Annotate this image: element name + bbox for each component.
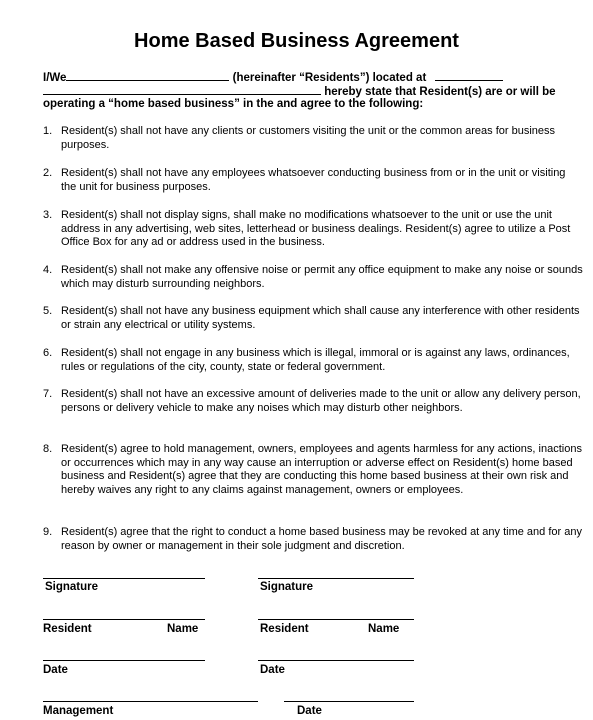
item-text: Resident(s) shall not have any clients or customers visiting the unit or the common areas for business purposes. <box>61 125 556 151</box>
item-number: 3. <box>43 209 53 221</box>
management-signature-line[interactable] <box>43 701 258 702</box>
item-text: Resident(s) agree that the right to conduct a home based business may be revoked at any time and for any reason by owner or management in their sole judgment and discretion. <box>61 526 582 552</box>
signature-label: Signature <box>45 581 99 593</box>
list-item <box>43 305 583 332</box>
resident-2-signature-line[interactable] <box>258 578 414 579</box>
list-item <box>43 347 583 374</box>
list-item <box>43 388 583 415</box>
item-text: Resident(s) shall not engage in any business which is illegal, immoral or is against any laws, ordinances, rules or regulations of the city, county, state or federal government. <box>61 347 570 373</box>
item-number: 4. <box>43 264 53 276</box>
resident-date-line[interactable] <box>43 660 205 661</box>
location-blank[interactable] <box>435 70 503 81</box>
resident-label: Resident <box>260 623 309 635</box>
residents-name-blank[interactable] <box>66 70 229 81</box>
list-item <box>43 125 583 152</box>
resident-2-date-line[interactable] <box>258 660 414 661</box>
intro-line-3: operating a “home based business” in the and agree to the following: <box>43 98 424 110</box>
address-blank[interactable] <box>43 84 321 95</box>
date-label: Date <box>297 705 322 717</box>
item-text: Resident(s) shall not have an excessive amount of deliveries made to the unit or allow any delivery person, persons or delivery vehicle to make any noises which may disturb other neighbors. <box>61 388 581 414</box>
resident-2-name-line[interactable] <box>258 619 414 620</box>
date-label: Date <box>43 664 68 676</box>
item-number: 9. <box>43 526 53 538</box>
resident-name-line[interactable] <box>43 619 205 620</box>
name-label: Name <box>368 623 400 635</box>
intro-line-2 <box>43 84 556 98</box>
intro-line-1 <box>43 70 503 84</box>
signature-label: Signature <box>260 581 314 593</box>
item-number: 7. <box>43 388 53 400</box>
list-item <box>43 209 583 250</box>
item-text: Resident(s) shall not display signs, shall make no modifications whatsoever to the unit or use the unit address in any advertising, web sites, letterhead or business dealings. Resident(s) agree to utilize a Post Office Box for any ad or address used in the business. <box>61 209 571 248</box>
resident-label: Resident <box>43 623 92 635</box>
list-item <box>43 443 583 497</box>
i-we-label: I/We <box>43 72 67 84</box>
list-item <box>43 526 583 553</box>
item-number: 8. <box>43 443 53 455</box>
intro-state-text: hereby state that Resident(s) are or will be <box>324 86 556 98</box>
document-title: Home Based Business Agreement <box>134 30 459 52</box>
item-number: 2. <box>43 167 53 179</box>
item-text: Resident(s) shall not have any business equipment which shall cause any interference with other residents or strain any electrical or utility systems. <box>61 305 580 331</box>
item-text: Resident(s) agree to hold management, owners, employees and agents harmless for any actions, inactions or occurrences which may in any way cause an interruption or adverse effect on Resident(s) home based business and Resident(s) agree that they are conducting this home based business at their own risk and hereby waives any right to any claims against management, owners or employees. <box>61 443 582 496</box>
resident-signature-line[interactable] <box>43 578 205 579</box>
item-text: Resident(s) shall not make any offensive noise or permit any office equipment to make any noise or sounds which may disturb surrounding neighbors. <box>61 264 583 290</box>
management-date-line[interactable] <box>284 701 414 702</box>
list-item <box>43 264 583 291</box>
date-label: Date <box>260 664 285 676</box>
item-number: 5. <box>43 305 53 317</box>
intro-residents-text: (hereinafter “Residents”) located at <box>232 72 427 84</box>
list-item <box>43 167 583 194</box>
item-number: 1. <box>43 125 53 137</box>
item-text: Resident(s) shall not have any employees whatsoever conducting business from or in the unit or visiting the unit for business purposes. <box>61 167 566 193</box>
item-number: 6. <box>43 347 53 359</box>
name-label: Name <box>167 623 199 635</box>
management-label: Management <box>43 705 114 717</box>
